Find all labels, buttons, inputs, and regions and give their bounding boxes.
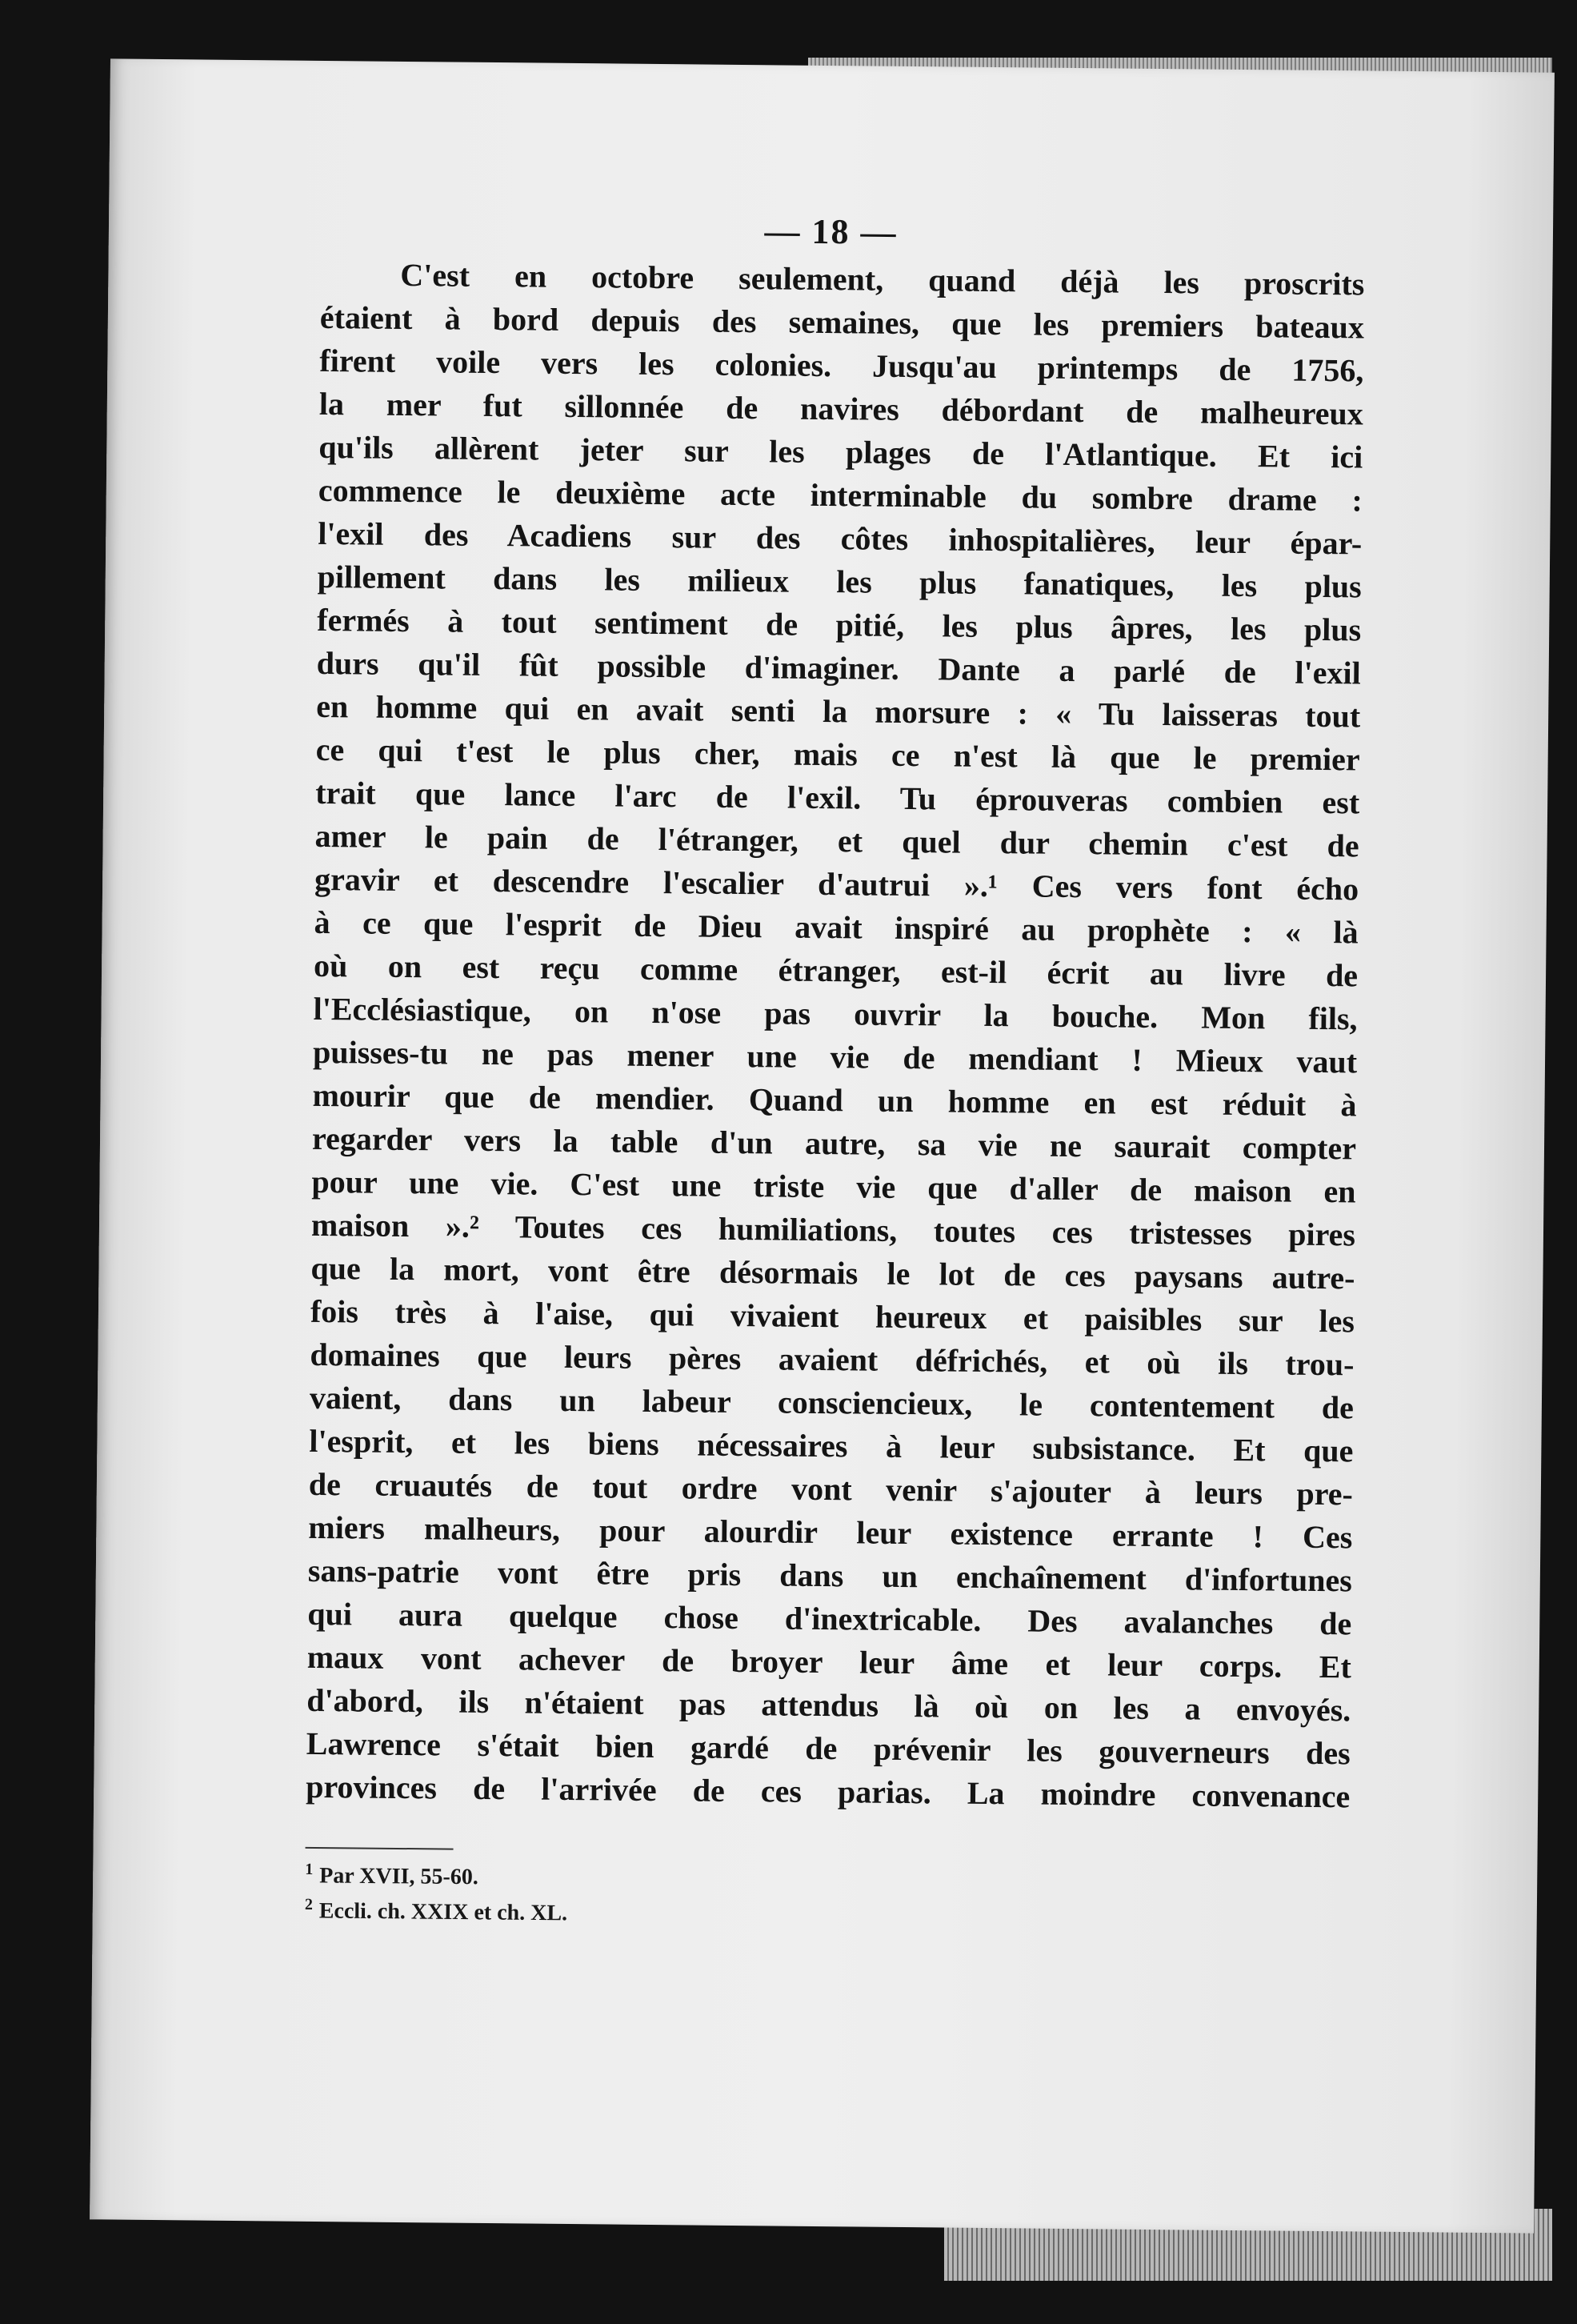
text-line: firent voile vers les colonies. Jusqu'au printemps de 1756, <box>319 342 1364 389</box>
footnote-mark: 2 <box>304 1896 313 1914</box>
text-line: en homme qui en avait senti la morsure : « Tu laisseras tout <box>316 687 1361 735</box>
text-line: d'abord, ils n'étaient pas attendus là où on les a envoyés. <box>306 1681 1351 1729</box>
text-line: provinces de l'arrivée de ces parias. La moindre convenance <box>306 1768 1351 1815</box>
text-line: de cruautés de tout ordre vont venir s'ajouter à leurs pre- <box>308 1465 1354 1513</box>
text-line: miers malheurs, pour alourdir leur existence errante ! Ces <box>308 1509 1353 1556</box>
text-line: domaines que leurs pères avaient défrichés, et où ils trou- <box>310 1336 1355 1383</box>
text-line: maison ».² Toutes ces humiliations, toutes ces tristesses pires <box>310 1206 1356 1253</box>
text-line: vaient, dans un labeur consciencieux, le contentement de <box>309 1379 1355 1426</box>
book-page <box>90 58 1555 2233</box>
footnote-mark: 1 <box>305 1860 314 1878</box>
text-line: Lawrence s'était bien gardé de prévenir les gouverneurs des <box>306 1725 1351 1772</box>
footnote-text: Eccli. ch. XXIX et ch. XL. <box>318 1898 568 1926</box>
text-line: ce qui t'est le plus cher, mais ce n'est là que le premier <box>315 731 1360 778</box>
text-line: fermés à tout sentiment de pitié, les plus âpres, les plus <box>317 601 1362 648</box>
text-line: trait que lance l'arc de l'exil. Tu éprouveras combien est <box>314 774 1360 821</box>
footnote <box>305 1890 568 1928</box>
text-line: qui aura quelque chose d'inextricable. Des avalanches de <box>307 1595 1352 1642</box>
text-line: puisses-tu ne pas mener une vie de mendiant ! Mieux vaut <box>312 1033 1358 1080</box>
text-line: sans-patrie vont être pris dans un enchaînement d'infortunes <box>307 1552 1353 1599</box>
text-line: pillement dans les milieux les plus fanatiques, les plus <box>317 558 1362 605</box>
text-line: maux vont achever de broyer leur âme et leur corps. Et <box>306 1638 1351 1685</box>
text-line: regarder vers la table d'un autre, sa vie ne saurait compter <box>311 1120 1357 1167</box>
page-number: — 18 — <box>764 211 898 252</box>
footnotes <box>305 1855 568 1929</box>
text-line: où on est reçu comme étranger, est-il écrit au livre de <box>313 947 1359 994</box>
text-line: pour une vie. C'est une triste vie que d'aller de maison en <box>311 1163 1356 1210</box>
footnote-divider <box>306 1847 454 1850</box>
text-line: étaient à bord depuis des semaines, que les premiers bateaux <box>319 299 1365 346</box>
text-line: qu'ils allèrent jeter sur les plages de l'Atlantique. Et ici <box>318 428 1363 475</box>
text-line: l'Ecclésiastique, on n'ose pas ouvrir la bouche. Mon fils, <box>313 990 1358 1037</box>
text-line: la mer fut sillonnée de navires débordant de malheureux <box>318 385 1364 432</box>
text-line: gravir et descendre l'escalier d'autrui ».¹ Ces vers font écho <box>314 860 1359 908</box>
text-line: mourir que de mendier. Quand un homme en est réduit à <box>312 1076 1357 1124</box>
body-paragraph <box>306 253 1365 1818</box>
text-line: que la mort, vont être désormais le lot de ces paysans autre- <box>310 1249 1355 1296</box>
footnote-text: Par XVII, 55-60. <box>319 1863 478 1890</box>
footnote <box>305 1855 568 1893</box>
text-line: à ce que l'esprit de Dieu avait inspiré au prophète : « là <box>314 904 1359 951</box>
text-line: l'esprit, et les biens nécessaires à leur subsistance. Et que <box>309 1422 1354 1469</box>
text-line: commence le deuxième acte interminable du sombre drame : <box>318 471 1363 519</box>
text-line: C'est en octobre seulement, quand déjà les proscrits <box>400 256 1365 303</box>
text-line: durs qu'il fût possible d'imaginer. Dante a parlé de l'exil <box>316 644 1361 691</box>
text-line: l'exil des Acadiens sur des côtes inhospitalières, leur épar- <box>318 515 1363 562</box>
text-line: amer le pain de l'étranger, et quel dur chemin c'est de <box>314 817 1359 864</box>
text-line: fois très à l'aise, qui vivaient heureux et paisibles sur les <box>310 1292 1355 1340</box>
